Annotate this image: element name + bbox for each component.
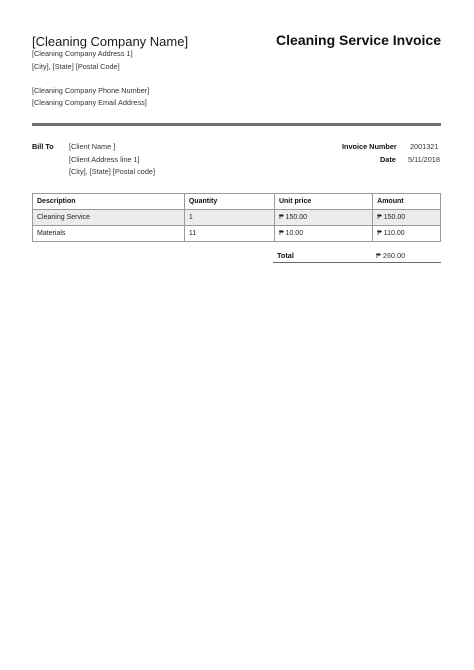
row-quantity: 1 — [184, 210, 274, 226]
header-unit-price: Unit price — [274, 194, 372, 210]
header-amount: Amount — [373, 194, 441, 210]
header-description: Description — [33, 194, 185, 210]
company-name: [Cleaning Company Name] — [32, 34, 189, 49]
row-unit-price: ₱ 10.00 — [274, 226, 372, 242]
invoice-title: Cleaning Service Invoice — [276, 32, 441, 48]
table-header-row — [33, 194, 441, 210]
invoice-number: 2001321 — [410, 142, 439, 151]
company-address: [Cleaning Company Address 1] — [32, 49, 133, 58]
row-amount: ₱ 150.00 — [373, 210, 441, 226]
company-phone: [Cleaning Company Phone Number] — [32, 86, 150, 95]
table-row — [33, 226, 441, 242]
bill-to-label: Bill To — [32, 142, 54, 151]
invoice-date: 5/11/2018 — [408, 155, 440, 164]
total-value: ₱ 260.00 — [376, 251, 406, 260]
total-underline — [273, 262, 441, 263]
date-label: Date — [380, 155, 396, 164]
row-amount: ₱ 110.00 — [373, 226, 441, 242]
invoice-number-label: Invoice Number — [342, 142, 397, 151]
header-quantity: Quantity — [184, 194, 274, 210]
header-divider — [32, 123, 441, 126]
company-email: [Cleaning Company Email Address] — [32, 98, 147, 107]
row-description: Cleaning Service — [33, 210, 185, 226]
total-label: Total — [277, 251, 294, 260]
row-quantity: 11 — [184, 226, 274, 242]
client-address: [Client Address line 1] — [69, 155, 140, 164]
client-name: [Client Name ] — [69, 142, 116, 151]
line-items-table — [32, 193, 441, 242]
row-description: Materials — [33, 226, 185, 242]
row-unit-price: ₱ 150.00 — [274, 210, 372, 226]
client-city-line: [City], [State] [Postal code] — [69, 167, 155, 176]
table-row — [33, 210, 441, 226]
company-city-line: [City], [State] [Postal Code] — [32, 62, 120, 71]
